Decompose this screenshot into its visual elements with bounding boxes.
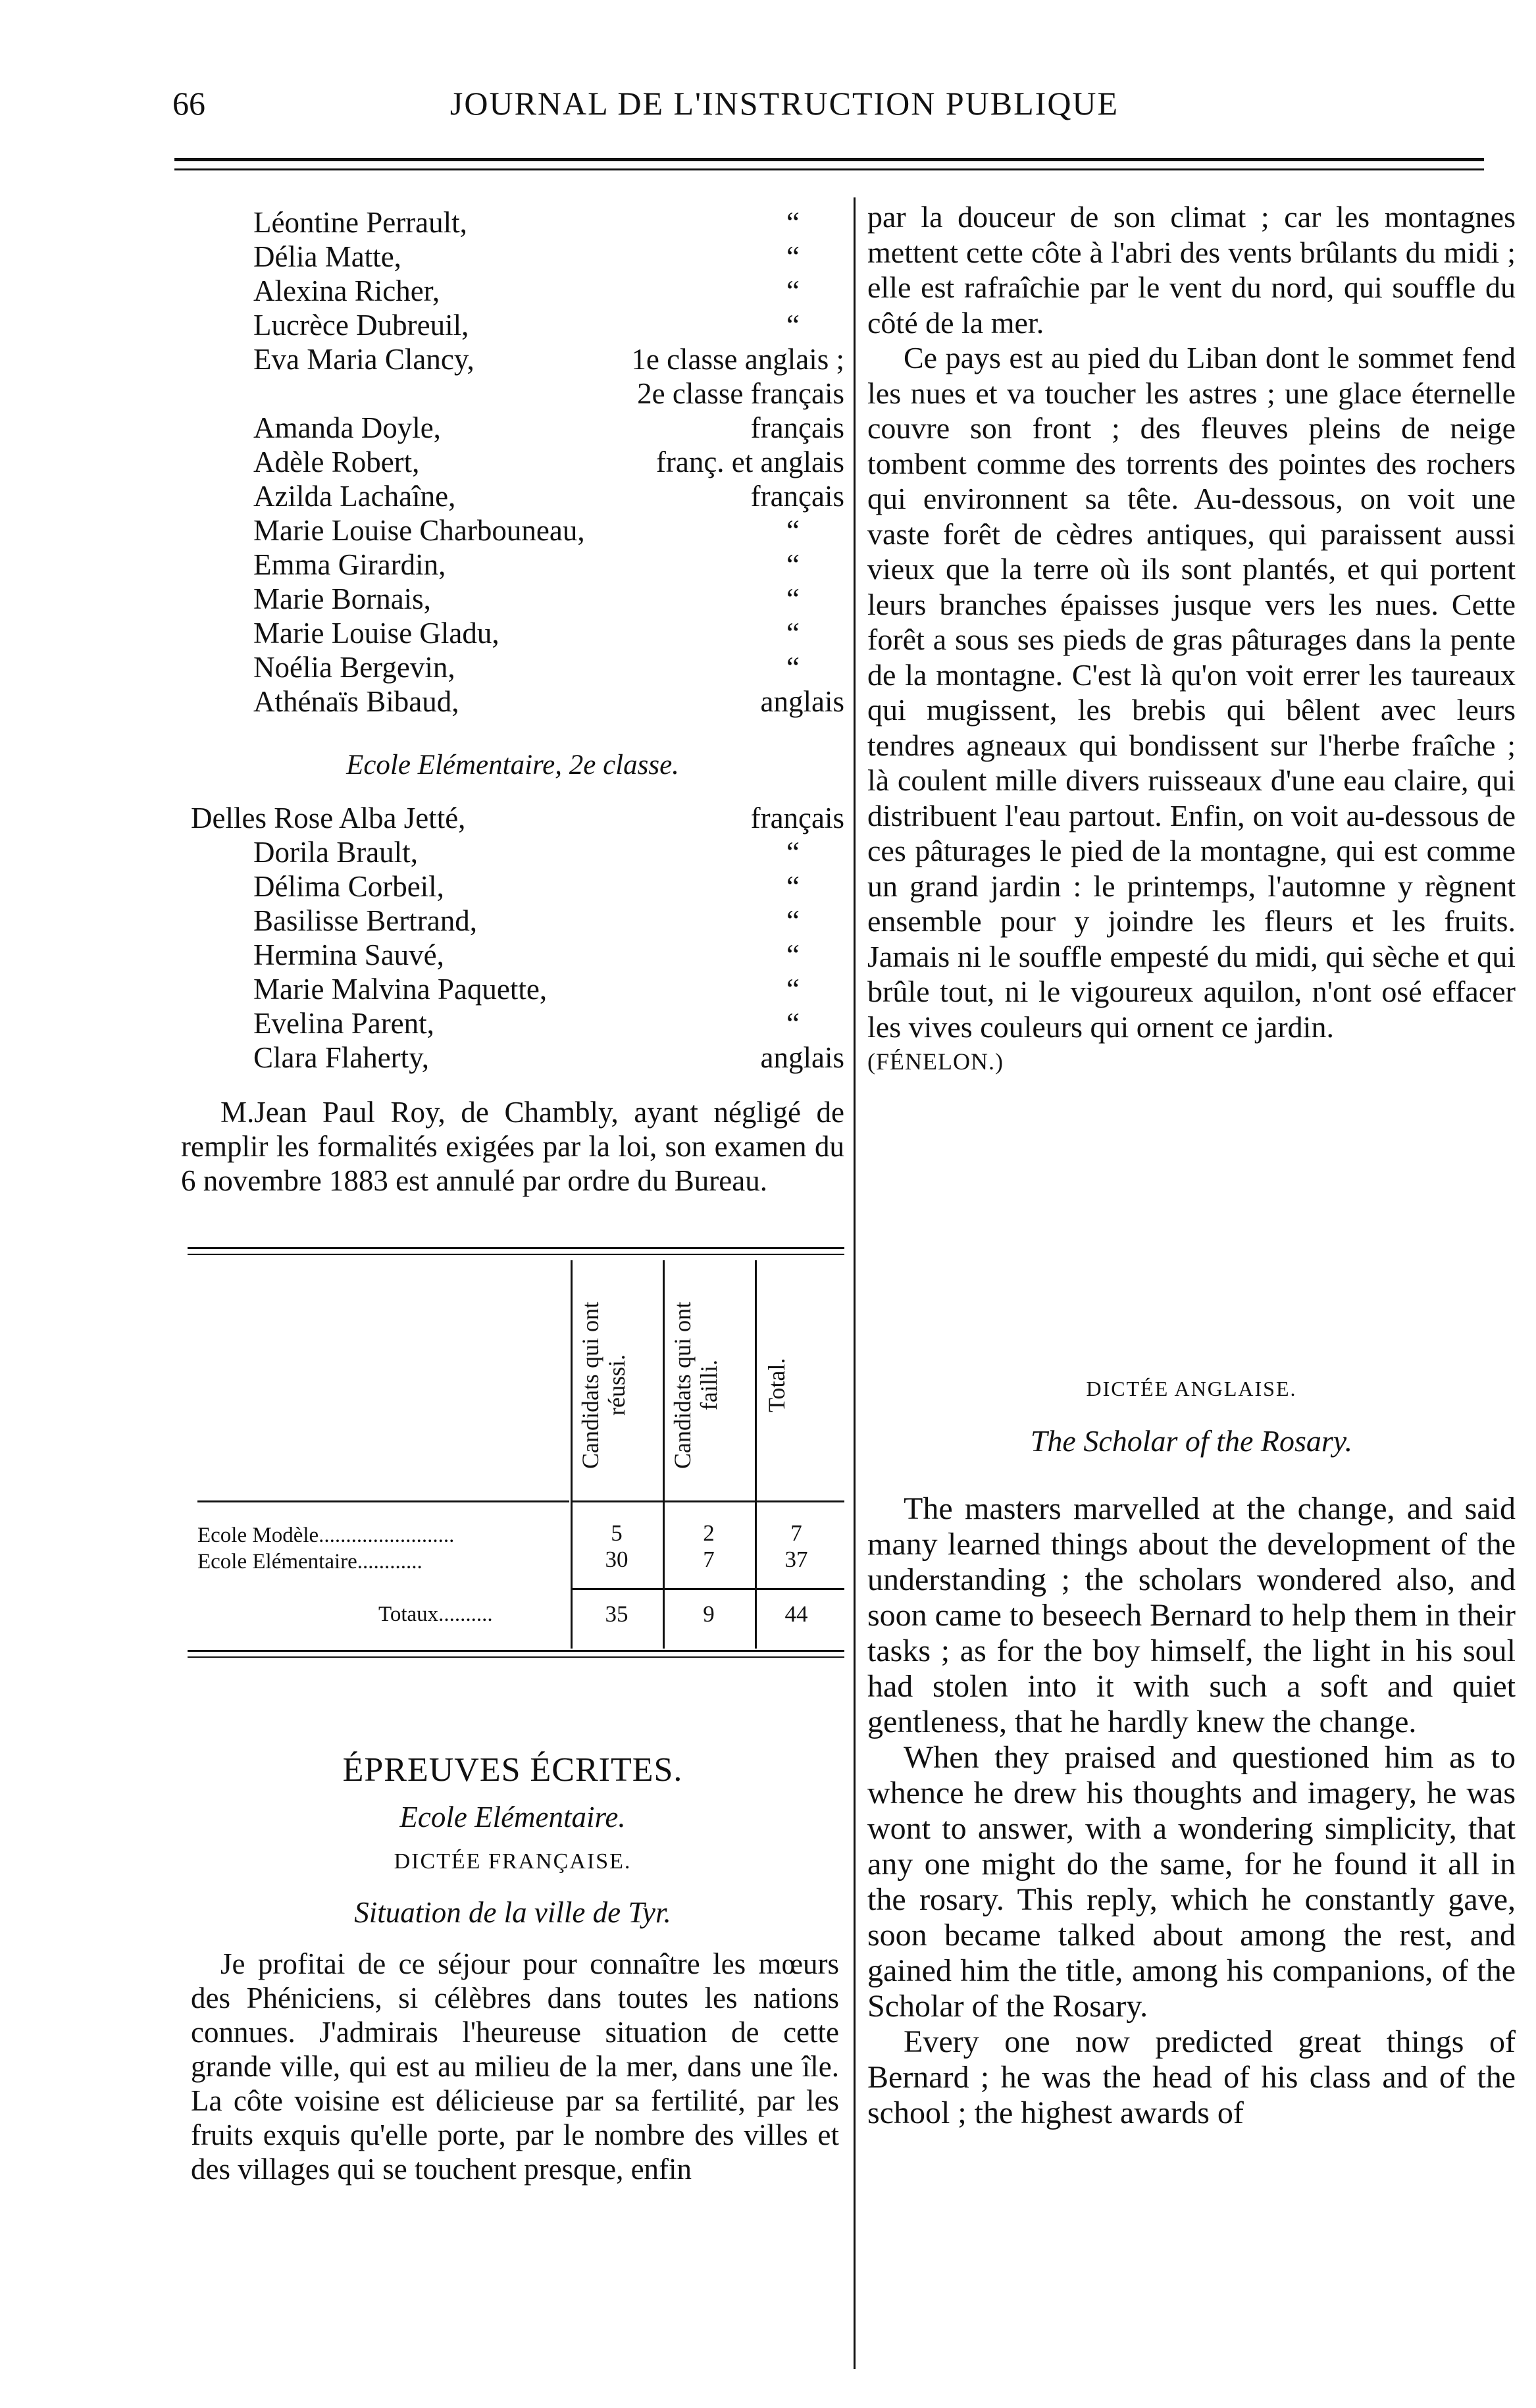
table-cell: 7 bbox=[790, 1520, 802, 1546]
name-row bbox=[181, 376, 844, 411]
ditto-mark: “ bbox=[786, 617, 800, 650]
language-note: franç. et anglais bbox=[655, 446, 844, 478]
name-row bbox=[181, 801, 844, 835]
candidate-name: Basilisse Bertrand, bbox=[253, 904, 477, 937]
name-row bbox=[181, 972, 844, 1006]
section-heading-2e-classe: Ecole Elémentaire, 2e classe. bbox=[346, 750, 679, 781]
en-paragraph-2: When they praised and questioned him as to whence he drew his thoughts and imagery, he was wont to answer, with a wondering simplicity, that any one might do the same, for he found it all in the rosary. This reply, which he constantly gave, soon became talked about among the rest, and gained him the title, among his companions, of the Scholar of the Rosary. bbox=[867, 1740, 1516, 2024]
candidate-name: Hermina Sauvé, bbox=[253, 938, 444, 971]
column-divider bbox=[854, 197, 856, 2369]
results-table bbox=[181, 1247, 844, 1708]
row-label: Ecole Elémentaire............ bbox=[197, 1550, 422, 1574]
en-paragraph-3: Every one now predicted great things of Bernard ; he was the head of his class and of the school ; the highest awards of bbox=[867, 2024, 1516, 2130]
name-row bbox=[181, 938, 844, 972]
name-row bbox=[181, 869, 844, 904]
name-row bbox=[181, 1040, 844, 1075]
candidate-name: Léontine Perrault, bbox=[253, 206, 467, 239]
candidate-name: Adèle Robert, bbox=[253, 446, 420, 478]
table-rule bbox=[573, 1588, 844, 1590]
name-row bbox=[181, 904, 844, 938]
ditto-mark: “ bbox=[786, 206, 800, 239]
candidate-name: Clara Flaherty, bbox=[253, 1041, 429, 1074]
name-row bbox=[181, 240, 844, 274]
header-failli: Candidats qui ont failli. bbox=[669, 1302, 722, 1469]
candidate-name: Marie Louise Charbouneau, bbox=[253, 514, 585, 547]
ditto-mark: “ bbox=[786, 870, 800, 903]
ditto-mark: “ bbox=[786, 514, 800, 547]
fr-paragraph-2: Ce pays est au pied du Liban dont le sommet fend les nues et va toucher les astres ; une glace éternelle couvre son front ; des fleuves pleins de neige tombent comme des torrents des pointes des rochers qui environnent sa tête. Au-dessous, on voit une vaste forêt de cèdres antiques, qui paraissent aussi vieux que la terre où ils sont plantés, et qui portent leurs branches épaisses jusque vers les nues. Cette forêt a sous ses pieds de gras pâturages dans la pente de la montagne. C'est là qu'on voit errer les taureaux qui mugissent, les brebis qui bêlent avec leurs tendres agneaux qui bondissent sur l'herbe fraîche ; là coulent mille divers ruisseaux d'une eau claire, qui distribuent l'eau partout. Enfin, on voit au-dessous de ces pâturages le pied de la montagne, qui est comme un grand jardin : le printemps, l'automne y règnent ensemble pour y joindre les fleurs et les fruits. Jamais ni le souffle empesté du midi, qui sèche et qui brûle tout, ni le vigoureux aquilon, n'ont osé effacer les vives couleurs qui ornent ce jardin. bbox=[867, 341, 1516, 1044]
table-rule bbox=[573, 1500, 844, 1502]
name-row bbox=[181, 582, 844, 616]
candidate-name: Emma Girardin, bbox=[253, 548, 446, 581]
language-note: français bbox=[750, 480, 844, 513]
language-note: 2e classe français bbox=[637, 377, 844, 410]
table-rule bbox=[188, 1247, 844, 1249]
tyr-paragraph bbox=[191, 1947, 839, 2186]
ditto-mark: “ bbox=[786, 548, 800, 581]
candidate-name: Athénaïs Bibaud, bbox=[253, 685, 459, 718]
header-rule-thin bbox=[174, 168, 1484, 170]
ditto-mark: “ bbox=[786, 274, 800, 307]
header-reussi: Candidats qui ont réussi. bbox=[577, 1302, 630, 1469]
table-cell: 30 bbox=[605, 1547, 628, 1572]
name-row bbox=[181, 650, 844, 684]
table-rule bbox=[188, 1656, 844, 1658]
ditto-mark: “ bbox=[786, 240, 800, 273]
table-cell: 5 bbox=[611, 1520, 623, 1546]
subheading-dictee-fr: DICTÉE FRANÇAISE. bbox=[394, 1849, 632, 1874]
candidate-name: Noélia Bergevin, bbox=[253, 651, 455, 684]
ditto-mark: “ bbox=[786, 309, 800, 342]
name-row bbox=[181, 513, 844, 548]
table-cell: 2 bbox=[703, 1520, 715, 1546]
candidate-name: Marie Bornais, bbox=[253, 582, 431, 615]
name-row bbox=[181, 445, 844, 479]
passage-title-tyr: Situation de la ville de Tyr. bbox=[354, 1896, 671, 1929]
name-row bbox=[181, 205, 844, 240]
table-row-total bbox=[378, 1602, 493, 1627]
table-cell: 37 bbox=[784, 1547, 808, 1572]
table-row bbox=[197, 1550, 422, 1574]
table-col-line bbox=[663, 1260, 665, 1649]
french-dictation-continued bbox=[867, 199, 1516, 1080]
ditto-mark: “ bbox=[786, 938, 800, 971]
section-title-epreuves: ÉPREUVES ÉCRITES. bbox=[342, 1751, 683, 1789]
table-col-line bbox=[755, 1260, 757, 1649]
header-total: Total. bbox=[763, 1358, 790, 1413]
table-cell: 35 bbox=[605, 1601, 628, 1627]
candidate-name: Evelina Parent, bbox=[253, 1007, 434, 1040]
candidate-name: Dorila Brault, bbox=[253, 836, 418, 869]
candidate-name: Marie Louise Gladu, bbox=[253, 617, 499, 650]
name-row bbox=[181, 308, 844, 342]
language-note: 1e classe anglais ; bbox=[631, 343, 844, 376]
name-row bbox=[181, 479, 844, 513]
table-rule bbox=[188, 1254, 844, 1255]
fr-paragraph-1: par la douceur de son climat ; car les montagnes mettent cette côte à l'abri des vents brûlants du midi ; elle est rafraîchie par le vent du nord, qui souffle du côté de la mer. bbox=[867, 200, 1516, 340]
table-cell: 7 bbox=[703, 1547, 715, 1572]
row-label: Totaux.......... bbox=[378, 1602, 493, 1626]
running-title: JOURNAL DE L'INSTRUCTION PUBLIQUE bbox=[449, 85, 1119, 122]
notice-paragraph bbox=[181, 1095, 844, 1198]
name-row bbox=[181, 684, 844, 719]
ditto-mark: “ bbox=[786, 1007, 800, 1040]
author-attribution: (FÉNELON.) bbox=[867, 1048, 1004, 1075]
ditto-mark: “ bbox=[786, 836, 800, 869]
table-cell: 9 bbox=[703, 1601, 715, 1627]
table-rule bbox=[197, 1500, 569, 1502]
name-row bbox=[181, 835, 844, 869]
name-row bbox=[181, 411, 844, 445]
candidate-name: Amanda Doyle, bbox=[253, 411, 441, 444]
row-label: Ecole Modèle......................... bbox=[197, 1524, 455, 1547]
candidate-name: Azilda Lachaîne, bbox=[253, 480, 456, 513]
table-col-line bbox=[571, 1260, 573, 1649]
name-row bbox=[181, 1006, 844, 1040]
en-paragraph-1: The masters marvelled at the change, and said many learned things about the development of the understanding ; the scholars wondered also, and soon came to beseech Bernard to help them in their tasks ; as for the boy himself, the light in his soul had stolen into it with such a soft and quiet gentleness, that he hardly knew the change. bbox=[867, 1491, 1516, 1739]
passage-title-scholar: The Scholar of the Rosary. bbox=[1030, 1424, 1353, 1458]
tyr-text: Je profitai de ce séjour pour connaître les mœurs des Phéniciens, si célèbres dans toutes les nations connues. J'admirais l'heureuse situation de cette grande ville, qui est au milieu de la mer, dans une île. La côte voisine est délicieuse par sa fertilité, par les fruits exquis qu'elle porte, par le nombre des villes et des villages qui se touchent presque, enfin bbox=[191, 1947, 839, 2186]
name-row bbox=[181, 616, 844, 650]
candidate-name: Marie Malvina Paquette, bbox=[253, 973, 548, 1006]
notice-text: M.Jean Paul Roy, de Chambly, ayant négligé de remplir les formalités exigées par la loi, son examen du 6 novembre 1883 est annulé par ordre du Bureau. bbox=[181, 1096, 844, 1197]
subheading-ecole: Ecole Elémentaire. bbox=[399, 1801, 626, 1833]
language-note: anglais bbox=[760, 1041, 844, 1074]
candidate-name: Delles Rose Alba Jetté, bbox=[191, 802, 466, 834]
candidate-name: Alexina Richer, bbox=[253, 274, 440, 307]
candidate-name: Eva Maria Clancy, bbox=[253, 343, 474, 376]
page-number: 66 bbox=[172, 85, 205, 122]
ditto-mark: “ bbox=[786, 904, 800, 937]
english-dictation bbox=[867, 1491, 1516, 2131]
candidate-name: Délia Matte, bbox=[253, 240, 401, 273]
left-column bbox=[181, 205, 844, 1232]
ditto-mark: “ bbox=[786, 651, 800, 684]
language-note: français bbox=[750, 802, 844, 834]
header-rule bbox=[174, 158, 1484, 161]
name-row bbox=[181, 548, 844, 582]
subheading-dictee-en: DICTÉE ANGLAISE. bbox=[1086, 1377, 1297, 1400]
ditto-mark: “ bbox=[786, 582, 800, 615]
language-note: français bbox=[750, 411, 844, 444]
candidate-name: Délima Corbeil, bbox=[253, 870, 444, 903]
table-row bbox=[197, 1524, 454, 1548]
table-rule bbox=[188, 1650, 844, 1652]
name-row bbox=[181, 274, 844, 308]
ditto-mark: “ bbox=[786, 973, 800, 1006]
name-row bbox=[181, 342, 844, 376]
table-cell: 44 bbox=[784, 1601, 808, 1627]
language-note: anglais bbox=[760, 685, 844, 718]
candidate-name: Lucrèce Dubreuil, bbox=[253, 309, 469, 342]
